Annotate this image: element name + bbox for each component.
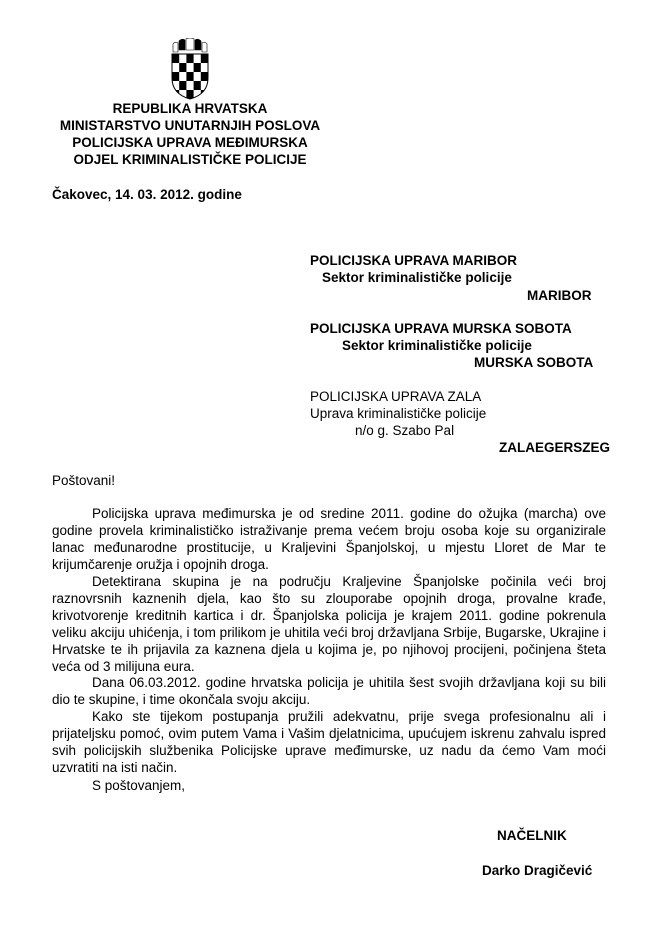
signature-name: Darko Dragičević xyxy=(482,863,593,878)
body-paragraph-4: Kako ste tijekom postupanja pružili adekvatnu, prije svega profesionalnu ali i prijateljsku pomoć, ovim putem Vama i Vašim djelatnicima, upućujem iskrenu zahvalu ispred svih policijskih službenika Policijske uprave međimurske, uz nadu da ćemo Vam moći uzvratiti na isti način. xyxy=(52,709,606,775)
body-paragraph-3: Dana 06.03.2012. godine hrvatska policija je uhitila šest svojih državljana koji su bili dio te skupine, i time okončala svoju akciju. xyxy=(52,675,606,707)
closing: S poštovanjem, xyxy=(92,778,186,793)
body-paragraph-1: Policijska uprava međimurska je od sredine 2011. godine do ožujka (marcha) ove godine provela kriminalističko istraživanje prema većem broju osoba koje su organizirale lanac međunarodne prostitucije, u Kraljevini Španjolskoj, u mjestu Lloret de Mar te krijumčarenje oružja i opojnih droga. xyxy=(52,506,606,572)
salutation: Poštovani! xyxy=(52,473,116,488)
body-paragraph-2: Detektirana skupina je na području Kraljevine Španjolske počinila veći broj raznovrsnih kaznenih djela, kao što su zlouporabe opojnih droga, provalne krađe, krivotvorenje kreditnih kartica i dr. Španjolska policija je krajem 2011. godine pokrenula veliku akciju uhićenja, i tom prilikom je uhitila veći broj državljana Srbije, Bugarske, Ukrajine i Hrvatske te ih prijavila za kaznena djela u kojima je, po njihovoj procijeni, počinjena šteta veća od 3 milijuna eura. xyxy=(52,574,606,674)
recipient-1-name: POLICIJSKA UPRAVA MARIBOR xyxy=(310,253,518,268)
recipient-1-city: MARIBOR xyxy=(527,288,592,303)
letterhead-ministry: MINISTARSTVO UNUTARNJIH POSLOVA xyxy=(59,118,321,133)
recipient-3-attention: n/o g. Szabo Pal xyxy=(355,423,455,438)
signature-title: NAČELNIK xyxy=(497,828,567,843)
place-date: Čakovec, 14. 03. 2012. godine xyxy=(52,187,242,202)
recipient-2-sector: Sektor kriminalističke policije xyxy=(342,338,532,353)
croatian-coat-of-arms-icon xyxy=(170,38,210,100)
letterhead-police-admin: POLICIJSKA UPRAVA MEĐIMURSKA xyxy=(72,135,308,150)
letterhead-republic: REPUBLIKA HRVATSKA xyxy=(112,101,268,116)
recipient-3-sector: Uprava kriminalističke policije xyxy=(310,406,487,421)
recipient-2-city: MURSKA SOBOTA xyxy=(474,355,594,370)
recipient-3-city: ZALAEGERSZEG xyxy=(499,440,611,455)
recipient-3-name: POLICIJSKA UPRAVA ZALA xyxy=(310,389,482,404)
recipient-2-name: POLICIJSKA UPRAVA MURSKA SOBOTA xyxy=(310,321,572,336)
letterhead-department: ODJEL KRIMINALISTIČKE POLICIJE xyxy=(73,152,307,167)
recipient-1-sector: Sektor kriminalističke policije xyxy=(322,270,512,285)
